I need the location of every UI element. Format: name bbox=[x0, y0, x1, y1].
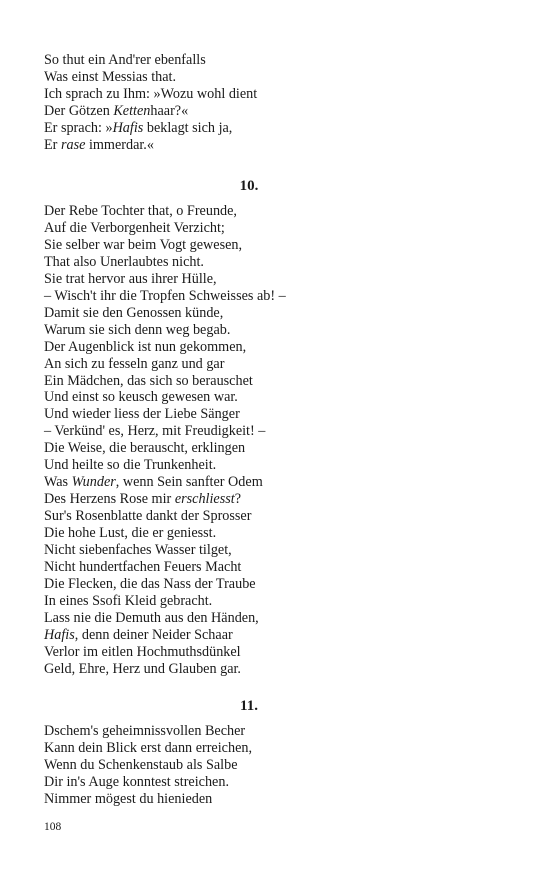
verse-line: An sich zu fesseln ganz und gar bbox=[44, 355, 225, 372]
verse-line: Verlor im eitlen Hochmuthsdünkel bbox=[44, 643, 241, 660]
verse-line: Und heilte so die Trunkenheit. bbox=[44, 457, 217, 474]
verse-line: Er rase immerdar.« bbox=[44, 136, 154, 153]
italic-emphasis: Hafis bbox=[112, 119, 144, 136]
verse-line: Ich sprach zu Ihm: »Wozu wohl dient bbox=[44, 85, 258, 102]
verse-line: Nimmer mögest du hienieden bbox=[44, 790, 213, 807]
italic-emphasis: Ketten bbox=[113, 102, 151, 119]
verse-line: Hafis, denn deiner Neider Schaar bbox=[44, 626, 233, 643]
verse-line: Was Wunder, wenn Sein sanfter Odem bbox=[44, 474, 263, 491]
italic-emphasis: rase bbox=[60, 136, 86, 153]
verse-line: Des Herzens Rose mir erschliesst? bbox=[44, 491, 242, 508]
verse-line: Der Augenblick ist nun gekommen, bbox=[44, 338, 247, 355]
verse-line: Geld, Ehre, Herz und Glauben gar. bbox=[44, 660, 241, 677]
verse-line: Sie trat hervor aus ihrer Hülle, bbox=[44, 270, 217, 287]
verse-line: Ein Mädchen, das sich so berauschet bbox=[44, 372, 253, 389]
verse-line: Die hohe Lust, die er geniesst. bbox=[44, 525, 217, 542]
verse-line: Damit sie den Genossen künde, bbox=[44, 304, 224, 321]
verse-line: Und wieder liess der Liebe Sänger bbox=[44, 406, 240, 423]
verse-line: So thut ein And'rer ebenfalls bbox=[44, 52, 206, 68]
verse-line: Er sprach: »Hafis beklagt sich ja, bbox=[44, 119, 233, 136]
poem-number-10: 10. bbox=[239, 178, 259, 194]
page-number: 108 bbox=[44, 821, 62, 833]
poem-10-text bbox=[44, 203, 286, 678]
poem-11-text bbox=[44, 723, 252, 808]
verse-line: Die Weise, die berauscht, erklingen bbox=[44, 440, 246, 457]
verse-line: Der Götzen Kettenhaar?« bbox=[44, 102, 189, 119]
verse-line: Warum sie sich denn weg begab. bbox=[44, 321, 231, 338]
verse-line: Was einst Messias that. bbox=[44, 68, 177, 85]
verse-line: Dschem's geheimnissvollen Becher bbox=[44, 723, 246, 739]
poem-number-11: 11. bbox=[240, 698, 258, 714]
verse-line: Wenn du Schenkenstaub als Salbe bbox=[44, 756, 238, 773]
verse-line: – Wisch't ihr die Tropfen Schweisses ab! – bbox=[44, 287, 286, 304]
verse-line: Sur's Rosenblatte dankt der Sprosser bbox=[44, 508, 252, 525]
verse-line: Nicht hundertfachen Feuers Macht bbox=[44, 559, 242, 576]
verse-line: That also Unerlaubtes nicht. bbox=[44, 253, 204, 270]
verse-line: Nicht siebenfaches Wasser tilget, bbox=[44, 542, 232, 559]
verse-line: Kann dein Blick erst dann erreichen, bbox=[44, 739, 253, 756]
verse-line: Auf die Verborgenheit Verzicht; bbox=[44, 219, 225, 236]
poem-fragment-previous bbox=[44, 52, 257, 154]
verse-line: Der Rebe Tochter that, o Freunde, bbox=[44, 203, 237, 219]
verse-line: Dir in's Auge konntest streichen. bbox=[44, 773, 229, 790]
verse-line: – Verkünd' es, Herz, mit Freudigkeit! – bbox=[44, 423, 266, 440]
italic-emphasis: Wunder bbox=[71, 474, 116, 491]
verse-line: Und einst so keusch gewesen war. bbox=[44, 389, 238, 406]
verse-line: Lass nie die Demuth aus den Händen, bbox=[44, 609, 259, 626]
verse-line: Die Flecken, die das Nass der Traube bbox=[44, 575, 256, 592]
italic-emphasis: erschliesst bbox=[174, 491, 235, 508]
italic-emphasis: Hafis bbox=[44, 626, 75, 643]
verse-line: Sie selber war beim Vogt gewesen, bbox=[44, 236, 243, 253]
verse-line: In eines Ssofi Kleid gebracht. bbox=[44, 592, 213, 609]
